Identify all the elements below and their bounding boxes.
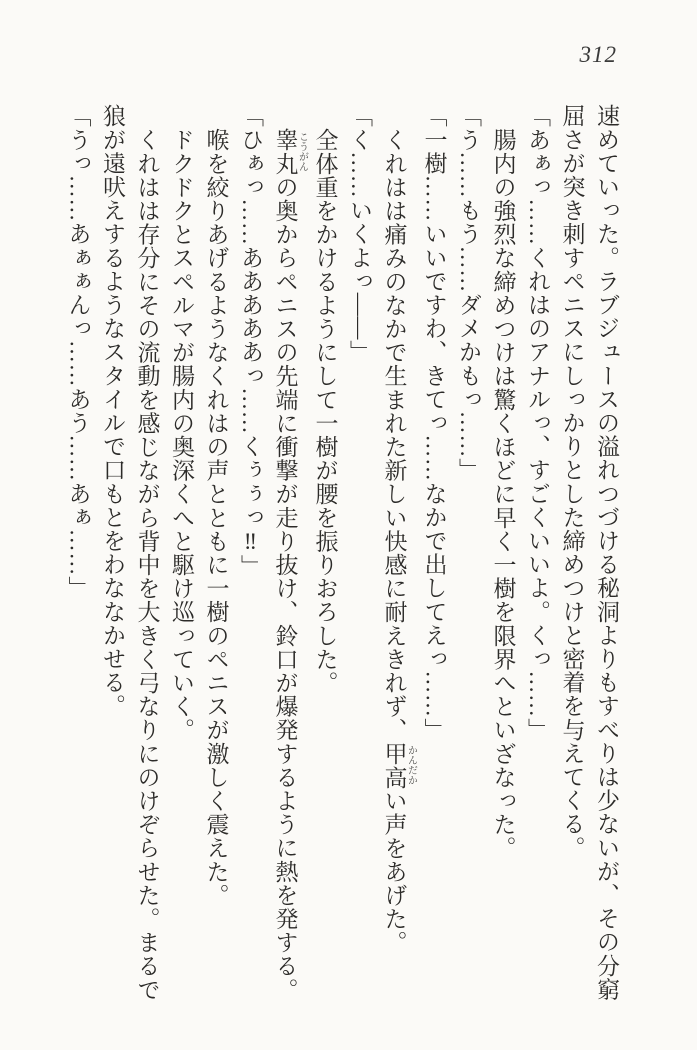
text-line: 全体重をかけるようにして一樹が腰を振りおろした。 [312,128,338,695]
text-line: 屈さが突き刺すペニスにしっかりとした締めつけと密着を与えてくる。 [559,104,585,860]
furigana-annotation: 甲高 かんだか [381,741,417,789]
text-line: 「うっ……あぁぁんっ……あう……あぁ……」 [65,104,91,600]
text-line: 睾丸 こうがんの奥からペニスの先端に衝撃が走り抜け、鈴口が爆発するように熱を発する。 [272,128,308,1002]
text-line: ドクドクとスペルマが腸内の奥深くへと駆け巡っていく。 [169,128,194,742]
text-line: くれはは存分にその流動を感じながら背中を大きく弓なりにのけぞらせた。まるで [134,128,160,1002]
furigana-annotation: 睾丸 こうがん [272,128,308,176]
text-line: くれはは痛みのなかで生まれた新しい快感に耐えきれず、甲高 かんだかい声をあげた。 [381,128,417,955]
text-line: 速めていった。ラブジュースの溢れつづける秘洞よりもすべりは少ないが、その分窮 [594,104,619,1001]
text-line: 「あぁっ……くれはのアナルっ、すごくいいよ。くっ……」 [525,104,550,742]
text-line: 「う……もう……ダメかもっ……」 [456,104,481,482]
text-line: 「一樹……いいですわ、きてっ……なかで出してえっ……」 [421,104,447,742]
text-line: 「く……いくよっ――」 [347,104,372,364]
text-line: 腸内の強烈な締めつけは驚くほどに早く一樹を限界へといざなった。 [490,128,516,860]
text-line: 喉を絞りあげるようなくれはの声とともに一樹のペニスが激しく震えた。 [203,128,229,907]
text-line: 狼が遠吠えするようなスタイルで口もとをわななかせる。 [100,104,125,718]
text-column-container [60,104,623,1014]
page-number: 312 [579,42,617,67]
text-line: 「ひぁっ……あああああっ……くぅぅっ‼」 [238,104,263,578]
